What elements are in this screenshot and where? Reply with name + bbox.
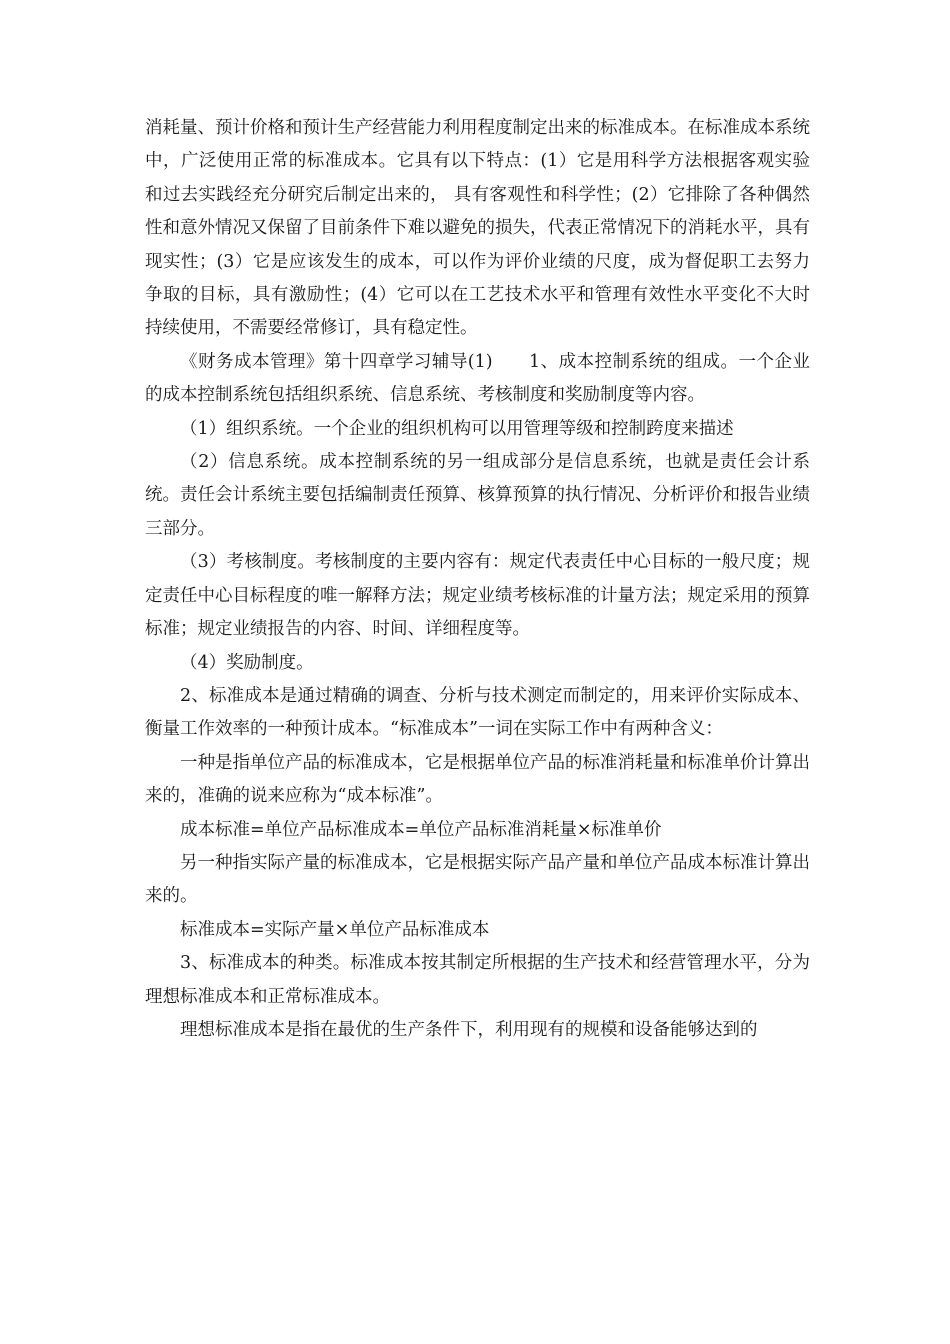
formula-line: 成本标准=单位产品标准成本=单位产品标准消耗量×标准单价 (180, 819, 662, 840)
paragraph: 3、标准成本的种类。标准成本按其制定所根据的生产技术和经营管理水平，分为理想标准成本和正常标准成本。 (145, 953, 810, 1007)
document-body (145, 112, 810, 1047)
paragraph: 《财务成本管理》第十四章学习辅导(1) 1、成本控制系统的组成。一个企业的成本控制系统包括组织系统、信息系统、考核制度和奖励制度等内容。 (145, 351, 810, 406)
paragraph: 理想标准成本是指在最优的生产条件下，利用现有的规模和设备能够达到的 (180, 1019, 758, 1040)
paragraph: （4）奖励制度。 (180, 652, 314, 673)
paragraph: 消耗量、预计价格和预计生产经营能力利用程度制定出来的标准成本。在标准成本系统中，广泛使用正常的标准成本。它具有以下特点：(1）它是用科学方法根据客观实验和过去实践经充分研究后制定出来的， 具有客观性和科学性；(2）它排除了各种偶然性和意外情况又保留了目前条件下难以避免的损失，代表正常情况下的消耗水平，具有现实性；(3）它是应该发生的成本，可以作为评价业绩的尺度，成为督促职工去努力争取的目标，具有激励性；(4）它可以在工艺技术水平和管理有效性水平变化不大时持续使用，不需要经常修订，具有稳定性。 (145, 118, 810, 339)
paragraph: （1）组织系统。一个企业的组织机构可以用管理等级和控制跨度来描述 (180, 418, 734, 439)
formula-line: 标准成本=实际产量×单位产品标准成本 (180, 919, 490, 940)
paragraph: （2）信息系统。成本控制系统的另一组成部分是信息系统，也就是责任会计系统。责任会计系统主要包括编制责任预算、核算预算的执行情况、分析评价和报告业绩三部分。 (145, 452, 810, 539)
paragraph: 2、标准成本是通过精确的调查、分析与技术测定而制定的，用来评价实际成本、衡量工作效率的一种预计成本。“标准成本”一词在实际工作中有两种含义： (145, 685, 810, 740)
paragraph: 另一种指实际产量的标准成本，它是根据实际产品产量和单位产品成本标准计算出来的。 (145, 852, 810, 907)
paragraph: （3）考核制度。考核制度的主要内容有：规定代表责任中心目标的一般尺度；规定责任中心目标程度的唯一解释方法；规定业绩考核标准的计量方法；规定采用的预算标准；规定业绩报告的内容、时间、详细程度等。 (145, 552, 810, 640)
paragraph: 一种是指单位产品的标准成本，它是根据单位产品的标准消耗量和标准单价计算出来的，准确的说来应称为“成本标准”。 (145, 752, 810, 807)
